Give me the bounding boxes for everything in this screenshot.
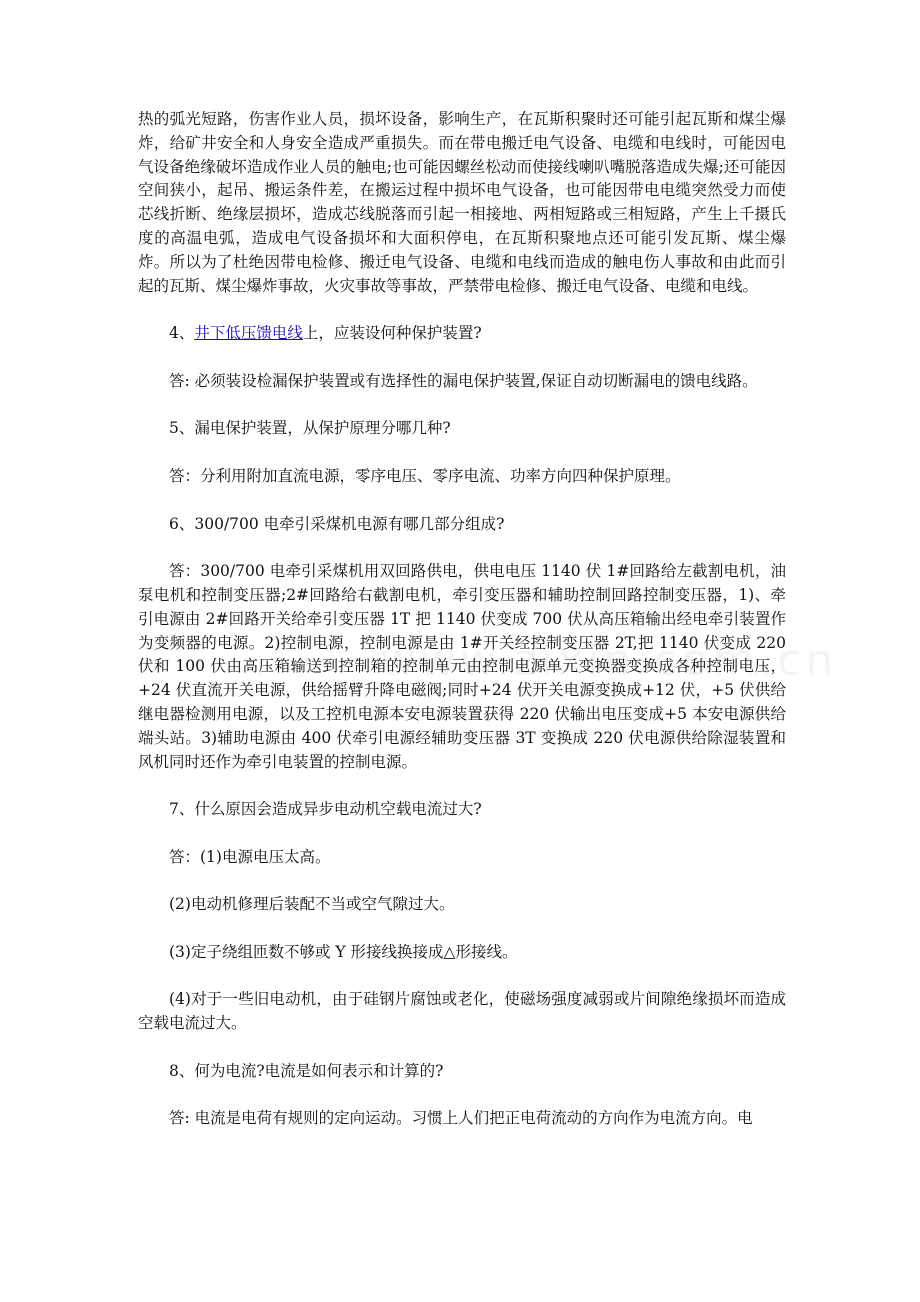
- answer-7-item-2: (2)电动机修理后装配不当或空气隙过大。: [169, 895, 455, 914]
- document-page: [138, 108, 786, 1131]
- answer-7-item-3: (3)定子绕组匝数不够或 Y 形接线换接成△形接线。: [169, 942, 518, 961]
- question-5: 5、漏电保护装置，从保护原理分哪几种?: [169, 419, 451, 438]
- answer-8: 答: 电流是电荷有规则的定向运动。习惯上人们把正电荷流动的方向作为电流方向。电: [169, 1109, 753, 1128]
- question-4: [138, 322, 786, 346]
- answer-7-item-4: (4)对于一些旧电动机，由于硅钢片腐蚀或老化，使磁场强度减弱或片间隙绝缘损坏而造成空载电流过大。: [138, 990, 786, 1033]
- low-voltage-feeder-link[interactable]: 井下低压馈电线: [194, 324, 303, 343]
- question-4-text: 上，应装设何种保护装置?: [302, 324, 482, 343]
- question-6: 6、300/700 电牵引采煤机电源有哪几部分组成?: [169, 514, 505, 533]
- intro-paragraph: 热的弧光短路，伤害作业人员，损坏设备，影响生产，在瓦斯积聚时还可能引起瓦斯和煤尘爆炸，给矿井安全和人身安全造成严重损失。而在带电搬迁电气设备、电缆和电线时，可能因电气设备绝缘破坏造成作业人员的触电;也可能因螺丝松动而使接线喇叭嘴脱落造成失爆;还可能因空间狭小，起吊、搬运条件差，在搬运过程中损坏电气设备，也可能因带电电缆突然受力而使芯线折断、绝缘层损坏，造成芯线脱落而引起一相接地、两相短路或三相短路，产生上千摄氏度的高温电弧，造成电气设备损坏和大面积停电，在瓦斯积聚地点还可能引发瓦斯、煤尘爆炸。所以为了杜绝因带电检修、搬迁电气设备、电缆和电线而造成的触电伤人事故和由此而引起的瓦斯、煤尘爆炸事故，火灾事故等事故，严禁带电检修、搬迁电气设备、电缆和电线。: [138, 110, 786, 295]
- question-7: 7、什么原因会造成异步电动机空载电流过大?: [169, 800, 482, 819]
- question-8: 8、何为电流?电流是如何表示和计算的?: [169, 1061, 444, 1080]
- answer-6: 答：300/700 电牵引采煤机用双回路供电，供电电压 1140 伏 1#回路给左截割电机，油泵电机和控制变压器;2#回路给右截割电机，牵引变压器和辅助控制回路控制变压器，1)、牵引电源由 2#回路开关给牵引变压器 1T 把 1140 伏变成 700 伏从高压箱输出经电牵引装置作为变频器的电源。2)控制电源，控制电源是由 1#开关经控制变压器 2T,把 1140 伏变成 220 伏和 100 伏由高压箱输送到控制箱的控制单元由控制电源单元变换器变换成各种控制电压，+24 伏直流开关电源，供给摇臂升降电磁阀;同时+24 伏开关电源变换成+12 伏，+5 伏供给继电器检测用电源，以及工控机电源本安电源装置获得 220 伏输出电压变成+5 本安电源供给端头站。3)辅助电源由 400 伏牵引电源经辅助变压器 3T 变换成 220 伏电源供给除湿装置和风机同时还作为牵引电装置的控制电源。: [138, 562, 786, 771]
- answer-4: 答: 必须装设检漏保护装置或有选择性的漏电保护装置,保证自动切断漏电的馈电线路。: [169, 371, 758, 390]
- answer-7-item-1: 答：(1)电源电压太高。: [169, 847, 331, 866]
- question-4-number: 4、: [169, 324, 195, 343]
- answer-5: 答：分利用附加直流电源，零序电压、零序电流、功率方向四种保护原理。: [169, 466, 681, 485]
